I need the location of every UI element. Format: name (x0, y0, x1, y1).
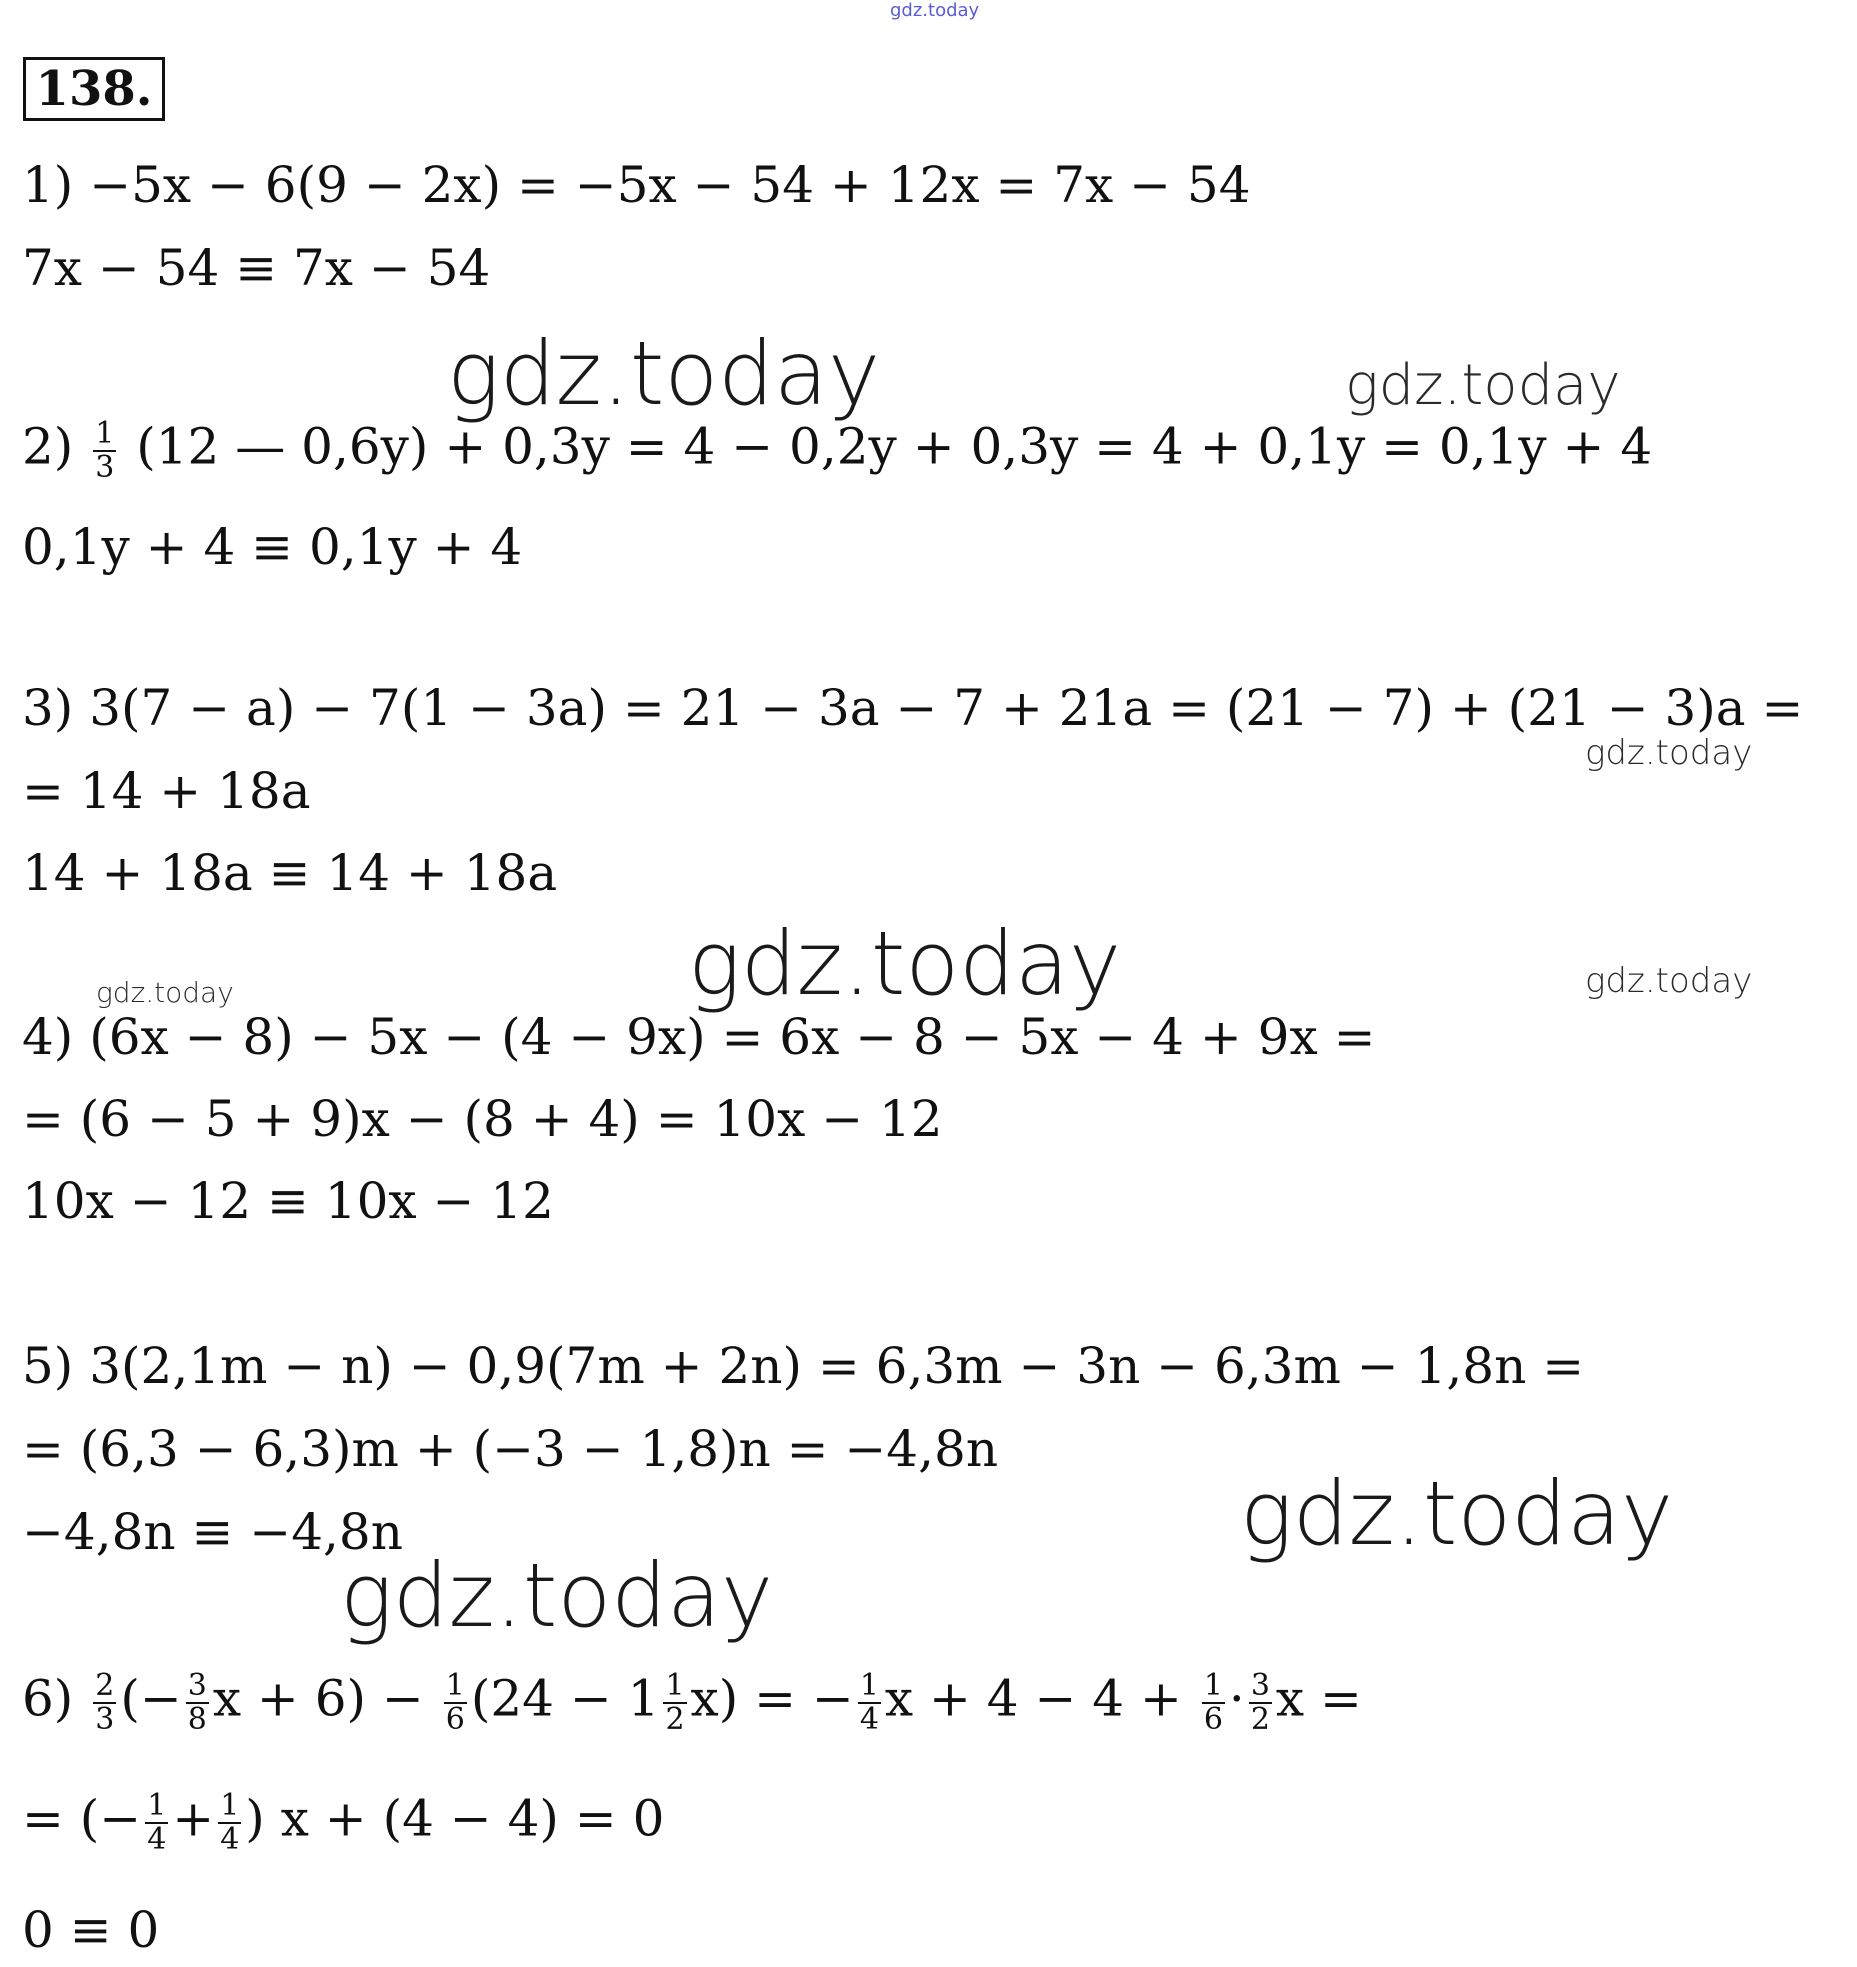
fraction (858, 1670, 881, 1735)
watermark: gdz.today (447, 322, 881, 425)
problem-2-line-1 (22, 418, 1652, 483)
fraction-numerator: 1 (95, 416, 115, 451)
problem-2-expression: (12 — 0,6y) + 0,3y = 4 − 0,2y + 0,3y = 4 + 0,1y = 0,1y + 4 (136, 417, 1653, 476)
fraction-numerator: 3 (1250, 1668, 1270, 1703)
fraction (444, 1670, 467, 1735)
problem-6-line-3: 0 ≡ 0 (22, 1901, 160, 1959)
fraction-denominator: 4 (220, 1821, 240, 1857)
problem-6-line-1 (22, 1670, 1362, 1735)
problem-2-label: 2) (22, 417, 74, 476)
problem-5-line-3: −4,8n ≡ −4,8n (22, 1503, 403, 1561)
fraction-numerator: 1 (220, 1788, 240, 1823)
fraction-numerator: 1 (859, 1668, 879, 1703)
fraction-denominator: 2 (1250, 1701, 1270, 1737)
problem-3-line-3: 14 + 18a ≡ 14 + 18a (22, 844, 558, 902)
fraction-denominator: 4 (859, 1701, 879, 1737)
fraction (218, 1790, 241, 1855)
problem-4-line-2: = (6 − 5 + 9)x − (8 + 4) = 10x − 12 (22, 1090, 943, 1148)
fraction-numerator: 3 (187, 1668, 207, 1703)
watermark: gdz.today (96, 976, 234, 1009)
problem-1-line-2: 7x − 54 ≡ 7x − 54 (22, 239, 491, 297)
fraction (186, 1670, 209, 1735)
watermark: gdz.today (1240, 1462, 1674, 1565)
fraction (1202, 1670, 1225, 1735)
expression-part: x) = − (690, 1669, 854, 1728)
watermark: gdz.today (688, 912, 1122, 1015)
fraction-numerator: 2 (95, 1668, 115, 1703)
watermark: gdz.today (1585, 733, 1753, 773)
expression-part: + (172, 1789, 215, 1848)
fraction-denominator: 6 (1203, 1701, 1223, 1737)
fraction-denominator: 6 (445, 1701, 465, 1737)
problem-3-line-2: = 14 + 18a (22, 762, 311, 820)
problem-6-line-2 (22, 1790, 664, 1855)
fraction (93, 1670, 116, 1735)
expression-part: = (− (22, 1789, 142, 1848)
problem-5-line-1: 5) 3(2,1m − n) − 0,9(7m + 2n) = 6,3m − 3n − 6,3m − 1,8n = (22, 1337, 1585, 1395)
expression-part: · (1228, 1669, 1245, 1728)
top-watermark: gdz.today (890, 0, 980, 21)
fraction (663, 1670, 686, 1735)
fraction (1249, 1670, 1272, 1735)
problem-4-line-1: 4) (6x − 8) − 5x − (4 − 9x) = 6x − 8 − 5x − 4 + 9x = (22, 1008, 1376, 1066)
watermark: gdz.today (1585, 961, 1753, 1001)
fraction-denominator: 3 (95, 1701, 115, 1737)
expression-part: x + 4 − 4 + (884, 1669, 1182, 1728)
expression-part: (24 − 1 (470, 1669, 660, 1728)
problem-5-line-2: = (6,3 − 6,3)m + (−3 − 1,8)n = −4,8n (22, 1420, 999, 1478)
expression-part: ) x + (4 − 4) = 0 (245, 1789, 665, 1848)
problem-2-line-2: 0,1y + 4 ≡ 0,1y + 4 (22, 518, 523, 576)
problem-3-line-1: 3) 3(7 − a) − 7(1 − 3a) = 21 − 3a − 7 + 21a = (21 − 7) + (21 − 3)a = (22, 679, 1804, 737)
fraction (93, 418, 116, 483)
fraction-denominator: 4 (147, 1821, 167, 1857)
expression-part: x = (1275, 1669, 1362, 1728)
fraction (145, 1790, 168, 1855)
fraction-denominator: 2 (665, 1701, 685, 1737)
watermark: gdz.today (340, 1544, 774, 1647)
expression-part: (− (120, 1669, 182, 1728)
exercise-number: 138. (23, 57, 165, 121)
problem-1-line-1: 1) −5x − 6(9 − 2x) = −5x − 54 + 12x = 7x − 54 (22, 156, 1251, 214)
problem-4-line-3: 10x − 12 ≡ 10x − 12 (22, 1172, 554, 1230)
fraction-numerator: 1 (445, 1668, 465, 1703)
fraction-numerator: 1 (147, 1788, 167, 1823)
fraction-numerator: 1 (665, 1668, 685, 1703)
expression-part: x + 6) − (212, 1669, 424, 1728)
fraction-numerator: 1 (1203, 1668, 1223, 1703)
watermark: gdz.today (1345, 353, 1621, 418)
problem-6-label: 6) (22, 1669, 74, 1728)
fraction-denominator: 3 (95, 449, 115, 485)
fraction-denominator: 8 (187, 1701, 207, 1737)
